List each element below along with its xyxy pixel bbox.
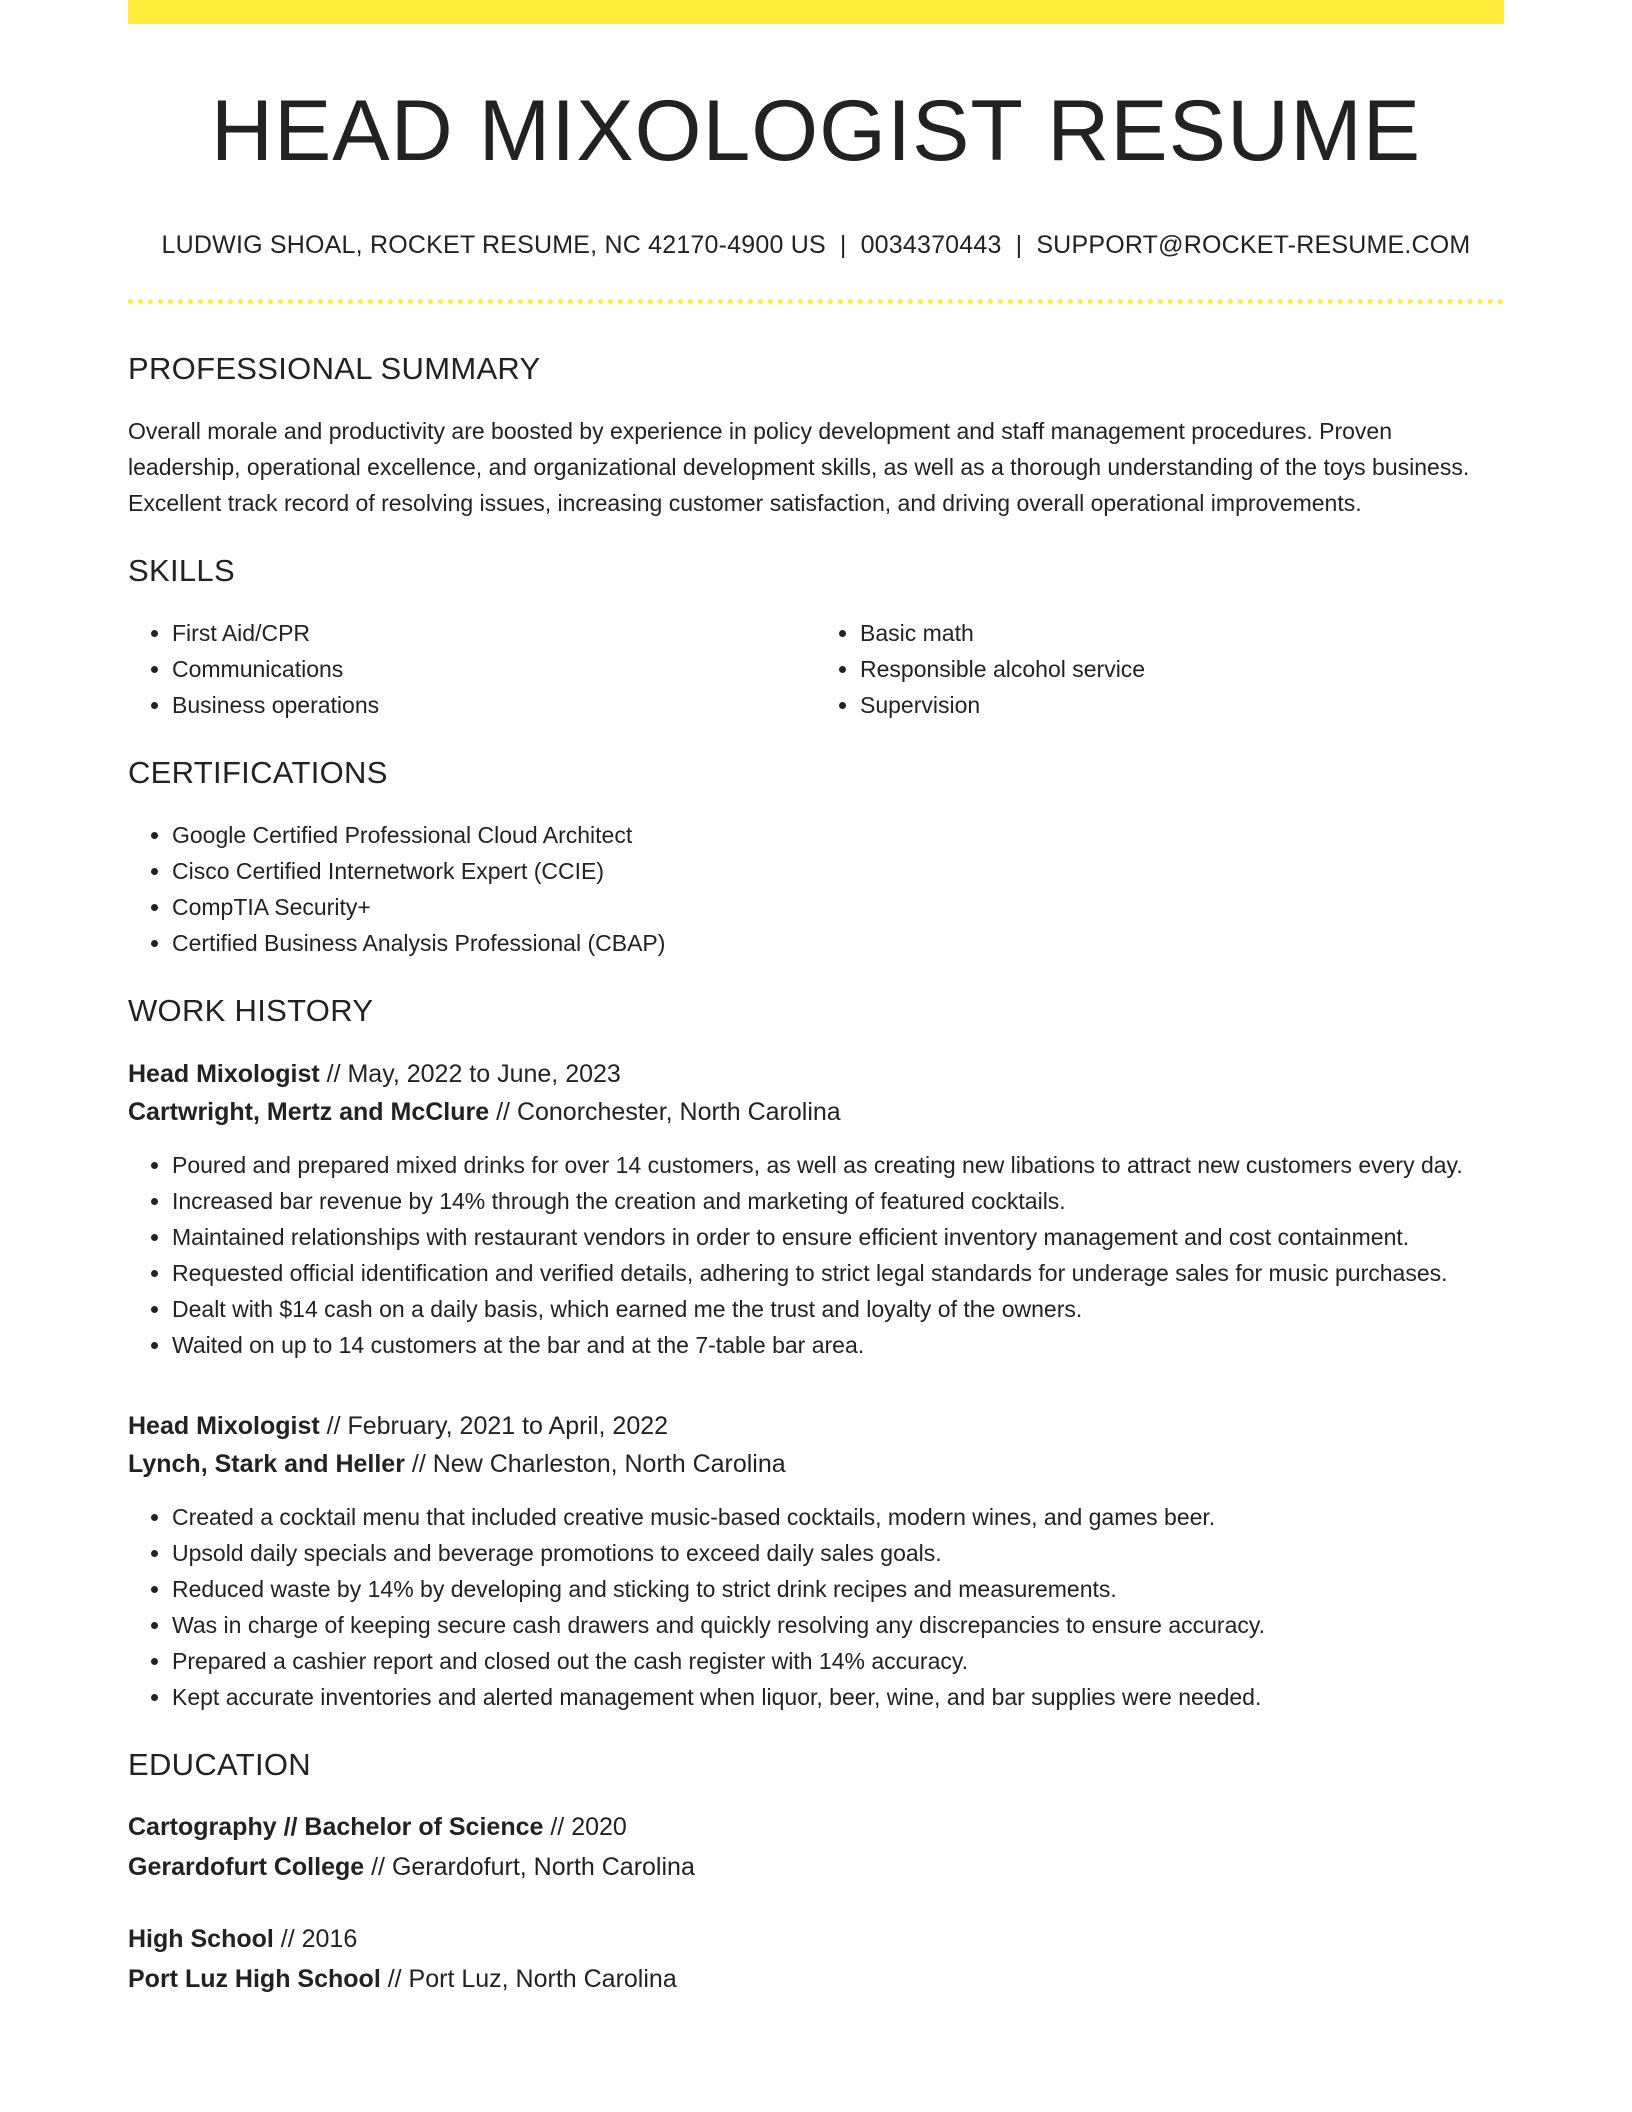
job-bullets (128, 1147, 1504, 1363)
job-dates: // February, 2021 to April, 2022 (319, 1412, 669, 1440)
job-bullet: • Maintained relationships with restaurant vendors in order to ensure efficient inventory management and cost containment. (172, 1219, 1504, 1255)
job-bullet: • Increased bar revenue by 14% through the creation and marketing of featured cocktails. (172, 1183, 1504, 1219)
job-bullet: • Was in charge of keeping secure cash drawers and quickly resolving any discrepancies to ensure accuracy. (172, 1607, 1504, 1643)
education-school: Gerardofurt College (128, 1853, 365, 1881)
job-bullet: • Reduced waste by 14% by developing and sticking to strict drink recipes and measurements. (172, 1571, 1504, 1607)
skill-item: • Communications (172, 651, 816, 687)
job-entry (128, 1055, 1504, 1363)
skills-heading: SKILLS (128, 553, 235, 588)
skill-item: • Responsible alcohol service (860, 651, 1504, 687)
contact-email: SUPPORT@ROCKET-RESUME.COM (1036, 231, 1471, 259)
job-title-line (128, 1055, 1504, 1093)
job-bullet: • Requested official identification and verified details, adhering to strict legal standards for underage sales for music purchases. (172, 1255, 1504, 1291)
education-year: // 2016 (273, 1925, 358, 1953)
certifications-list (128, 817, 1504, 961)
summary-text: Overall morale and productivity are boosted by experience in policy development and staff management procedures. Proven leadership, operational excellence, and organizational development skills, as well as a thorough understanding of the toys business. Excellent track record of resolving issues, increasing customer satisfaction, and driving overall operational improvements. (128, 418, 1470, 516)
resume-page (128, 0, 1504, 1999)
contact-separator: | (839, 231, 847, 259)
job-entry (128, 1407, 1504, 1715)
skills-list-left (128, 615, 816, 723)
certification-item: • Certified Business Analysis Professional (CBAP) (172, 925, 1504, 961)
job-location: // Conorchester, North Carolina (489, 1098, 841, 1126)
dotted-divider (128, 299, 1504, 304)
skills-columns (128, 591, 1504, 723)
skill-item: • Supervision (860, 687, 1504, 723)
contact-phone: 0034370443 (860, 231, 1002, 259)
job-bullet: • Poured and prepared mixed drinks for over 14 customers, as well as creating new libations to attract new customers every day. (172, 1147, 1504, 1183)
education-location: // Port Luz, North Carolina (380, 1965, 677, 1993)
certifications-heading: CERTIFICATIONS (128, 755, 388, 790)
skills-section (128, 551, 1504, 723)
job-title: Head Mixologist (128, 1412, 320, 1440)
summary-section (128, 349, 1504, 521)
job-title: Head Mixologist (128, 1060, 320, 1088)
education-degree-line (128, 1807, 1504, 1847)
work-history-heading: WORK HISTORY (128, 993, 374, 1028)
certifications-section (128, 753, 1504, 961)
job-bullet: • Dealt with $14 cash on a daily basis, which earned me the trust and loyalty of the owners. (172, 1291, 1504, 1327)
job-bullet: • Waited on up to 14 customers at the bar and at the 7-table bar area. (172, 1327, 1504, 1363)
skills-list-right (816, 615, 1504, 723)
education-entry (128, 1807, 1504, 1887)
job-bullets (128, 1499, 1504, 1715)
contact-address: LUDWIG SHOAL, ROCKET RESUME, NC 42170-4900 US (161, 231, 826, 259)
job-bullet: • Kept accurate inventories and alerted management when liquor, beer, wine, and bar supplies were needed. (172, 1679, 1504, 1715)
education-section (128, 1745, 1504, 1999)
resume-title: HEAD MIXOLOGIST RESUME (210, 83, 1422, 179)
job-company-line (128, 1445, 1504, 1483)
skill-item: • Basic math (860, 615, 1504, 651)
contact-separator: | (1015, 231, 1023, 259)
accent-top-bar (128, 0, 1504, 24)
education-school: Port Luz High School (128, 1965, 381, 1993)
contact-line (128, 229, 1504, 261)
skill-item: • Business operations (172, 687, 816, 723)
job-company: Cartwright, Mertz and McClure (128, 1098, 490, 1126)
education-location: // Gerardofurt, North Carolina (364, 1853, 695, 1881)
education-year: // 2020 (543, 1813, 627, 1841)
summary-heading: PROFESSIONAL SUMMARY (128, 351, 541, 386)
skill-item: • First Aid/CPR (172, 615, 816, 651)
certification-item: • CompTIA Security+ (172, 889, 1504, 925)
job-bullet: • Prepared a cashier report and closed out the cash register with 14% accuracy. (172, 1643, 1504, 1679)
certification-item: • Google Certified Professional Cloud Architect (172, 817, 1504, 853)
job-company: Lynch, Stark and Heller (128, 1450, 405, 1478)
education-school-line (128, 1847, 1504, 1887)
job-dates: // May, 2022 to June, 2023 (319, 1060, 621, 1088)
education-degree: High School (128, 1925, 274, 1953)
job-company-line (128, 1093, 1504, 1131)
education-degree: Cartography // Bachelor of Science (128, 1813, 544, 1841)
education-entry (128, 1919, 1504, 1999)
education-degree-line (128, 1919, 1504, 1959)
job-title-line (128, 1407, 1504, 1445)
job-bullet: • Created a cocktail menu that included creative music-based cocktails, modern wines, and games beer. (172, 1499, 1504, 1535)
job-location: // New Charleston, North Carolina (404, 1450, 786, 1478)
work-history-section (128, 991, 1504, 1715)
job-bullet: • Upsold daily specials and beverage promotions to exceed daily sales goals. (172, 1535, 1504, 1571)
education-heading: EDUCATION (128, 1747, 311, 1782)
education-school-line (128, 1959, 1504, 1999)
certification-item: • Cisco Certified Internetwork Expert (CCIE) (172, 853, 1504, 889)
